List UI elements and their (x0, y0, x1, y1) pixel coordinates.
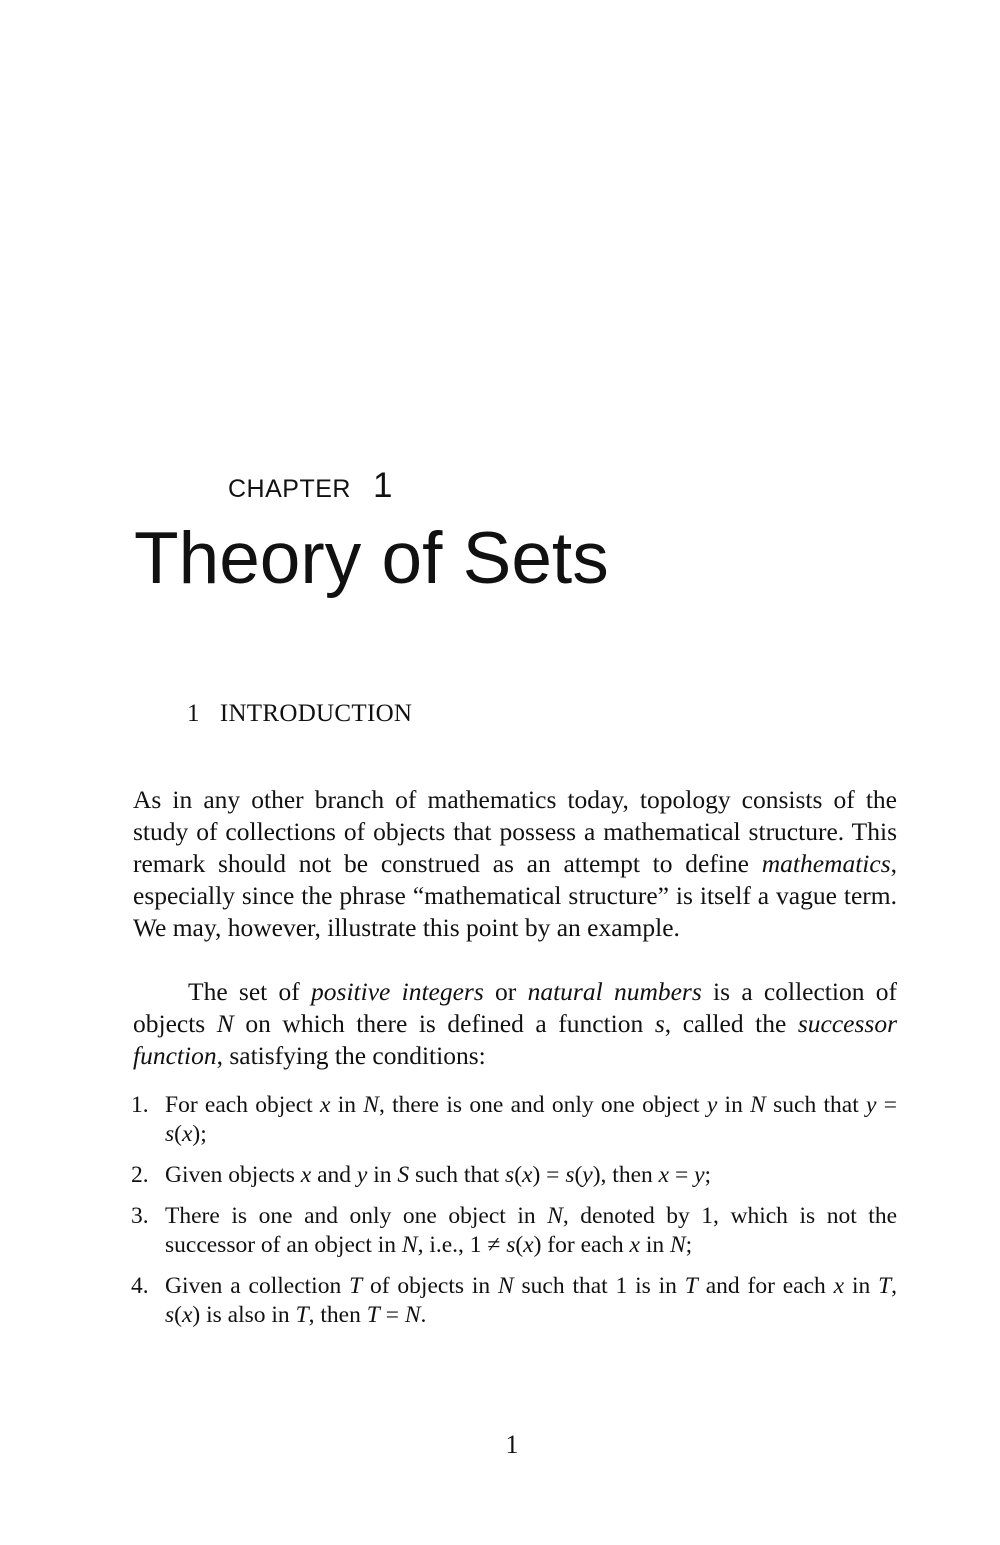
chapter-number: 1 (372, 466, 393, 505)
math-symbol: N (401, 1232, 418, 1258)
text-run: = (379, 1302, 405, 1328)
math-symbol: N (669, 1232, 686, 1258)
condition-text (165, 1091, 897, 1149)
condition-number: 3. (131, 1203, 149, 1229)
text-run: For each object (165, 1092, 320, 1118)
chapter-label (228, 466, 393, 506)
condition-item (131, 1091, 897, 1149)
conditions-list (131, 1091, 897, 1342)
math-symbol: T (295, 1302, 309, 1328)
text-run: Given objects (165, 1162, 301, 1188)
text-run: , i.e., 1 ≠ (417, 1232, 507, 1258)
math-symbol: y (694, 1162, 705, 1188)
section-number: 1 (187, 700, 200, 727)
text-run: ; (704, 1162, 712, 1188)
math-symbol: s (654, 1009, 665, 1038)
chapter-word: CHAPTER (228, 475, 351, 503)
text-run: such that (409, 1162, 506, 1188)
text-run: ; (685, 1232, 693, 1258)
math-symbol: y (866, 1092, 877, 1118)
text-run: in (639, 1232, 670, 1258)
text-run: There is one and only one object in (165, 1203, 548, 1229)
emphasis: natural numbers (527, 977, 702, 1006)
text-run: ) = (532, 1162, 566, 1188)
text-run: such that 1 is in (513, 1273, 685, 1299)
page-number: 1 (505, 1430, 519, 1459)
math-symbol: N (404, 1302, 421, 1328)
math-symbol: x (181, 1121, 193, 1147)
text-run: ( (174, 1121, 182, 1147)
math-symbol: x (522, 1162, 533, 1188)
text-run: ( (514, 1162, 523, 1188)
math-symbol: N (497, 1273, 514, 1299)
text-run: in (330, 1092, 364, 1118)
math-symbol: y (582, 1162, 593, 1188)
text-run: ) for each (533, 1232, 630, 1258)
math-symbol: T (366, 1302, 380, 1328)
condition-text (165, 1272, 897, 1330)
emphasis: successor function (133, 1009, 897, 1070)
condition-item (131, 1161, 897, 1190)
condition-item (131, 1272, 897, 1330)
text-run: The set of (188, 977, 312, 1006)
math-symbol: x (181, 1302, 193, 1328)
text-run: in (717, 1092, 751, 1118)
math-symbol: S (397, 1162, 410, 1188)
text-run: in (844, 1273, 879, 1299)
math-symbol: y (356, 1162, 368, 1188)
math-symbol: N (547, 1203, 563, 1229)
text-run: , satisfying the conditions: (216, 1041, 486, 1070)
math-symbol: T (684, 1273, 698, 1299)
text-run: such that (765, 1092, 867, 1118)
math-symbol: N (750, 1092, 766, 1118)
emphasis: mathematics (761, 849, 891, 878)
math-symbol: T (878, 1273, 892, 1299)
math-symbol: s (565, 1162, 575, 1188)
math-symbol: x (833, 1273, 845, 1299)
section-title: INTRODUCTION (219, 700, 413, 727)
text-run: , denoted by 1, which is not the successor of an object in (165, 1203, 898, 1258)
text-run: , there is one and only one object (378, 1092, 707, 1118)
section-heading (187, 700, 412, 728)
text-run: or (483, 977, 528, 1006)
text-run: on which there is defined a function (233, 1009, 655, 1038)
math-symbol: s (165, 1121, 175, 1147)
text-run: ( (515, 1232, 524, 1258)
text-run: ) is also in (192, 1302, 296, 1328)
condition-text (165, 1202, 897, 1260)
emphasis: positive integers (311, 977, 484, 1006)
chapter-title: Theory of Sets (134, 518, 609, 599)
math-symbol: N (363, 1092, 379, 1118)
intro-paragraph (133, 784, 897, 944)
math-symbol: x (658, 1162, 670, 1188)
math-symbol: x (629, 1232, 640, 1258)
text-run: , then (308, 1302, 367, 1328)
condition-number: 2. (131, 1162, 149, 1188)
text-run: ), then (592, 1162, 659, 1188)
text-run: ); (192, 1121, 207, 1147)
condition-number: 4. (131, 1273, 149, 1299)
math-symbol: s (505, 1162, 515, 1188)
text-run: of objects in (362, 1273, 498, 1299)
math-symbol: x (319, 1092, 331, 1118)
text-run: and for each (697, 1273, 834, 1299)
text-run: , especially since the phrase “mathematical structure” is itself a vague term. We may, however, illustrate this point by an example. (133, 849, 897, 942)
text-run: = (669, 1162, 695, 1188)
math-symbol: x (300, 1162, 312, 1188)
text-run: = (876, 1092, 898, 1118)
math-symbol: y (706, 1092, 718, 1118)
condition-item (131, 1202, 897, 1260)
text-run: , (891, 1273, 898, 1299)
text-run: Given a collection (165, 1273, 350, 1299)
text-run: . (420, 1302, 427, 1328)
text-run: ( (174, 1302, 182, 1328)
math-symbol: x (523, 1232, 534, 1258)
math-symbol: s (506, 1232, 516, 1258)
condition-number: 1. (131, 1092, 149, 1118)
text-run: in (367, 1162, 398, 1188)
text-run: As in any other branch of mathematics today, topology consists of the study of collections of objects that possess a mathematical structure. This remark should not be construed as an attempt to define (133, 785, 897, 878)
condition-text (165, 1161, 897, 1190)
text-run: and (311, 1162, 357, 1188)
text-run: ( (574, 1162, 583, 1188)
text-run: , called the (664, 1009, 798, 1038)
definition-paragraph (133, 976, 897, 1072)
text-run: is a collection of objects (133, 977, 897, 1038)
math-symbol: s (165, 1302, 175, 1328)
math-symbol: N (216, 1009, 234, 1038)
math-symbol: T (349, 1273, 363, 1299)
